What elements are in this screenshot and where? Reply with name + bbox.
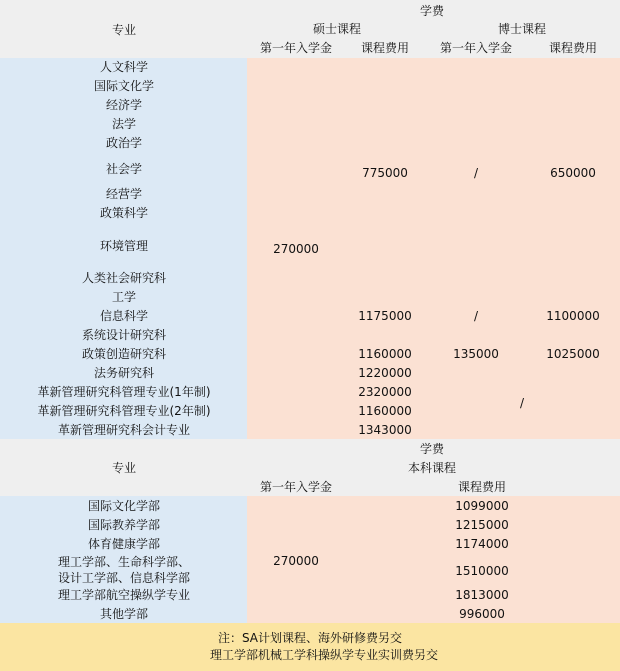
fee-value: 650000: [550, 166, 596, 180]
major-label: 革新管理研究科管理专业(1年制): [37, 385, 211, 399]
fee-value: 1215000: [455, 518, 509, 532]
major-label: 政治学: [105, 136, 143, 150]
faculty-label: 设计工学部、信息科学部: [57, 571, 191, 585]
fee-value: 775000: [362, 166, 408, 180]
major-label: 政策创造研究科: [81, 347, 167, 361]
faculty-label: 理工学部航空操纵学专业: [57, 588, 191, 602]
fee-value: 1099000: [455, 499, 509, 513]
major-label: 革新管理研究科管理专业(2年制): [37, 404, 211, 418]
undergrad-admission-header: 第一年入学金: [259, 480, 333, 494]
fee-value: 135000: [453, 347, 499, 361]
fee-value: /: [473, 166, 479, 180]
doctor-admission-header: 第一年入学金: [439, 41, 513, 55]
fee-value: /: [519, 396, 525, 410]
faculty-label: 国际教养学部: [87, 518, 161, 532]
section1-major-header: 专业: [111, 23, 137, 37]
fee-value: 1343000: [358, 423, 412, 437]
major-label: 国际文化学: [93, 79, 155, 93]
faculty-label: 体育健康学部: [87, 537, 161, 551]
fee-value: 1510000: [455, 564, 509, 578]
fee-value: 1100000: [546, 309, 600, 323]
major-label: 环境管理: [99, 239, 149, 253]
fee-value: /: [473, 309, 479, 323]
major-label: 法学: [111, 117, 137, 131]
major-label: 人文科学: [99, 60, 149, 74]
doctor-course-header: 博士课程: [497, 22, 547, 36]
major-label: 经济学: [105, 98, 143, 112]
note-line-2: 理工学部机械工学科操纵学专业实训费另交: [209, 648, 439, 662]
master-admission-value: 270000: [273, 242, 319, 256]
major-label: 法务研究科: [93, 366, 155, 380]
major-label: 社会学: [105, 162, 143, 176]
fee-value: 1160000: [358, 347, 412, 361]
doctor-course-fee-header: 课程费用: [548, 41, 598, 55]
master-course-fee-header: 课程费用: [360, 41, 410, 55]
undergrad-admission-value: 270000: [273, 554, 319, 568]
fee-value: 1175000: [358, 309, 412, 323]
undergrad-course-header: 本科课程: [407, 461, 457, 475]
fee-value: 1160000: [358, 404, 412, 418]
fee-value: 2320000: [358, 385, 412, 399]
major-label: 信息科学: [99, 309, 149, 323]
section2-major-header: 专业: [111, 461, 137, 475]
undergrad-course-fee-header: 课程费用: [457, 480, 507, 494]
major-label: 系统设计研究科: [81, 328, 167, 342]
section1-fee-header: 学费: [419, 4, 445, 18]
section2-fee-header: 学费: [419, 442, 445, 456]
major-label: 工学: [111, 290, 137, 304]
faculty-label: 理工学部、生命科学部、: [57, 555, 191, 569]
faculty-label: 其他学部: [99, 607, 149, 621]
fee-value: 996000: [459, 607, 505, 621]
major-label: 人类社会研究科: [81, 271, 167, 285]
major-label: 政策科学: [99, 206, 149, 220]
fee-value: 1174000: [455, 537, 509, 551]
master-course-header: 硕士课程: [312, 22, 362, 36]
major-label: 革新管理研究科会计专业: [57, 423, 191, 437]
master-admission-header: 第一年入学金: [259, 41, 333, 55]
note-line-1: 注：SA计划课程、海外研修费另交: [217, 631, 403, 645]
faculty-label: 国际文化学部: [87, 499, 161, 513]
fee-value: 1813000: [455, 588, 509, 602]
fee-value: 1220000: [358, 366, 412, 380]
major-label: 经营学: [105, 187, 143, 201]
fee-value: 1025000: [546, 347, 600, 361]
